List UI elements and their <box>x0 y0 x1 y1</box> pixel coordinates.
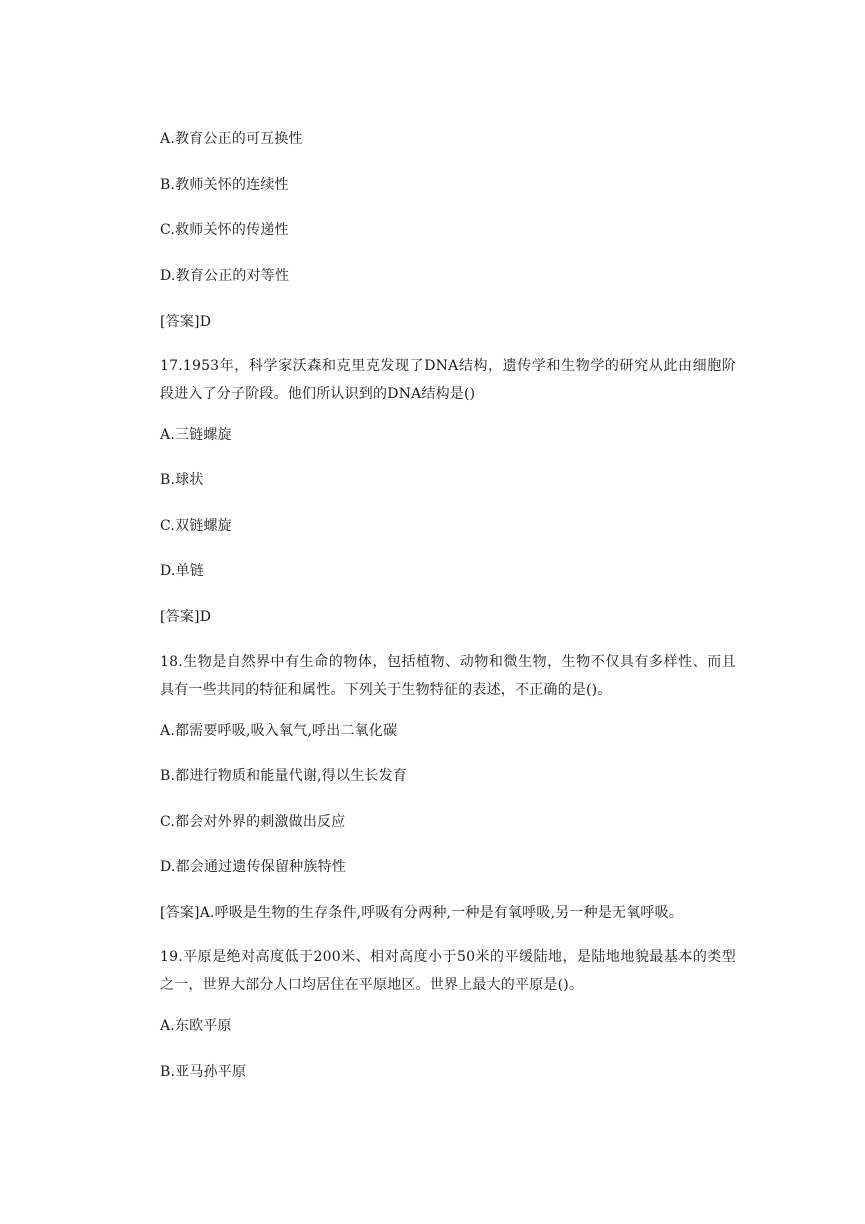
q17-option-c: C.双链螺旋 <box>160 518 232 534</box>
q17-option-d: D.单链 <box>160 563 204 579</box>
q16-option-b: B.教师关怀的连续性 <box>160 177 289 193</box>
q16-option-c: C.救师关怀的传递性 <box>160 222 289 238</box>
q17-option-b: B.球状 <box>160 472 204 488</box>
q18-option-a: A.都需要呼吸,吸入氧气,呼出二氧化碳 <box>160 723 398 739</box>
q19-option-b: B.亚马孙平原 <box>160 1064 247 1080</box>
q17-answer: [答案]D <box>160 609 212 625</box>
q16-option-d: D.教育公正的对等性 <box>160 268 290 284</box>
q18-answer: [答案]A.呼吸是生物的生存条件,呼吸有分两种,一种是有氧呼吸,另一种是无氧呼吸。 <box>160 905 684 921</box>
q18-option-d: D.都会通过遗传保留种族特性 <box>160 859 346 875</box>
q18-option-c: C.都会对外界的刺激做出反应 <box>160 814 346 830</box>
q18-option-b: B.都进行物质和能量代谢,得以生长发育 <box>160 768 407 784</box>
q18-stem: 18.生物是自然界中有生命的物体，包括植物、动物和微生物，生物不仅具有多样性、而且具有一些共同的特征和属性。下列关于生物特征的表述，不正确的是()。 <box>160 654 736 698</box>
q16-answer: [答案]D <box>160 314 212 330</box>
q19-option-a: A.东欧平原 <box>160 1018 232 1034</box>
q19-stem: 19.平原是绝对高度低于200米、相对高度小于50米的平缓陆地，是陆地地貌最基本的类型之一，世界大部分人口均居住在平原地区。世界上最大的平原是()。 <box>160 949 736 993</box>
q16-option-a: A.教育公正的可互换性 <box>160 131 303 147</box>
q17-option-a: A.三链螺旋 <box>160 427 232 443</box>
q17-stem: 17.1953年，科学家沃森和克里克发现了DNA结构，遗传学和生物学的研究从此由细胞阶段进入了分子阶段。他们所认识到的DNA结构是() <box>160 358 736 402</box>
